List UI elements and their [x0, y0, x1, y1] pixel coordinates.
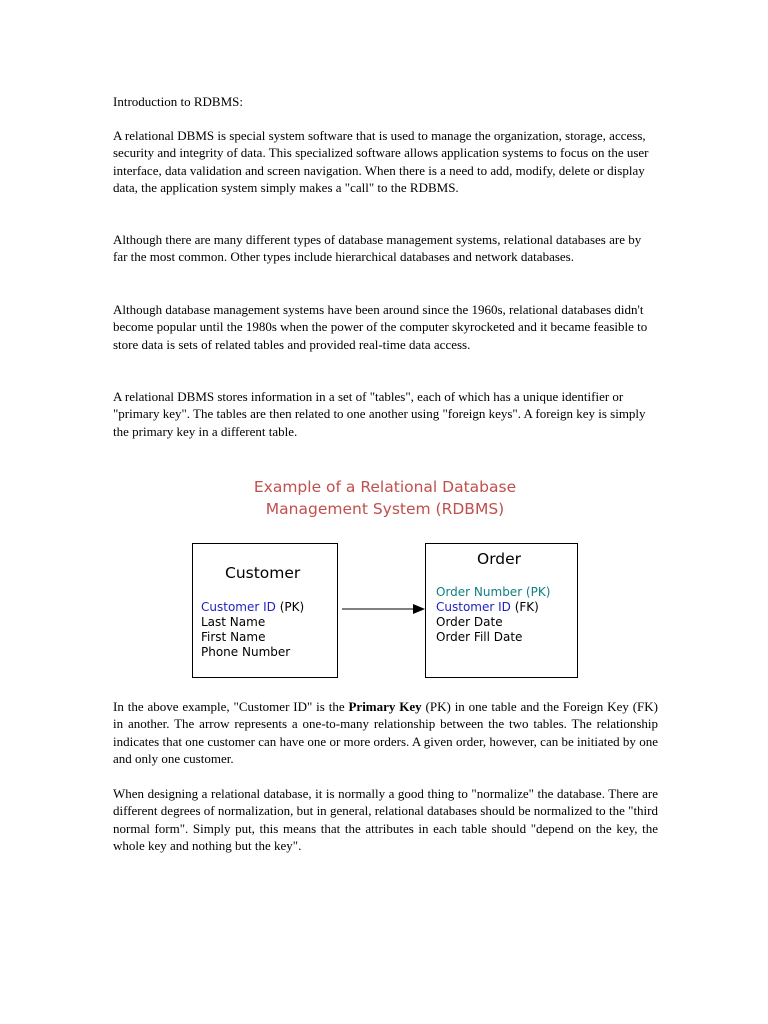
customer-id-label: Customer ID: [201, 600, 276, 614]
diagram-title-line1: Example of a Relational Database: [253, 478, 517, 496]
customer-field-phone-number: Phone Number: [201, 645, 291, 659]
diagram-title-line2: Management System (RDBMS): [265, 500, 505, 518]
order-number-pk-field: Order Number (PK): [436, 585, 551, 599]
paragraph-tables-keys: A relational DBMS stores information in a set of "tables", each of which has a unique identifier or "primary key". The tables are then related to one another using "foreign keys". A foreign key is simply the primary key in a different table.: [113, 389, 646, 439]
paragraph-rdbms-definition: A relational DBMS is special system software that is used to manage the organization, storage, access, security and integrity of data. This specialized software allows application systems to focus on the user interface, data validation and screen navigation. When there is a need to add, modify, delete or display data, the application system simply makes a "call" to the RDBMS.: [113, 128, 649, 195]
customer-table-title: Customer: [225, 564, 301, 582]
order-field-order-date: Order Date: [436, 615, 503, 629]
paragraph-history: Although database management systems have been around since the 1960s, relational databases didn't become popular until the 1980s when the power of the computer skyrocketed and it became feasible to store data is sets of related tables and provided real-time data access.: [113, 302, 648, 352]
order-field-order-fill-date: Order Fill Date: [436, 630, 523, 644]
customer-field-first-name: First Name: [201, 630, 266, 644]
customer-field-last-name: Last Name: [201, 615, 266, 629]
paragraph-database-types: Although there are many different types of database management systems, relational databases are by far the most common. Other types include hierarchical databases and network databases.: [113, 232, 642, 265]
page-heading: Introduction to RDBMS:: [113, 94, 244, 109]
order-table-title: Order: [477, 550, 522, 568]
explanation-text-after: (PK) in one table and the Foreign Key (FK) in another. The arrow represents a one-to-many relationship between the two tables. The relationship indicates that one customer can have one or more orders. A given order, however, can be initiated by one and only one customer.: [113, 699, 658, 766]
explanation-text-before: In the above example, "Customer ID" is the: [113, 699, 349, 714]
order-customer-id-label: Customer ID: [436, 600, 511, 614]
paragraph-normalization: When designing a relational database, it is normally a good thing to "normalize" the database. There are different degrees of normalization, but in general, relational databases should be normalized to the "third normal form". Simply put, this means that the attributes in each table should "depend on the key, the whole key and nothing but the key".: [113, 786, 658, 853]
paragraph-example-explanation: [113, 698, 658, 767]
relationship-arrow-head: [413, 604, 425, 614]
order-customer-id-fk-suffix: (FK): [510, 600, 539, 614]
primary-key-bold-text: Primary Key: [348, 699, 422, 714]
customer-id-pk-suffix: (PK): [275, 600, 305, 614]
